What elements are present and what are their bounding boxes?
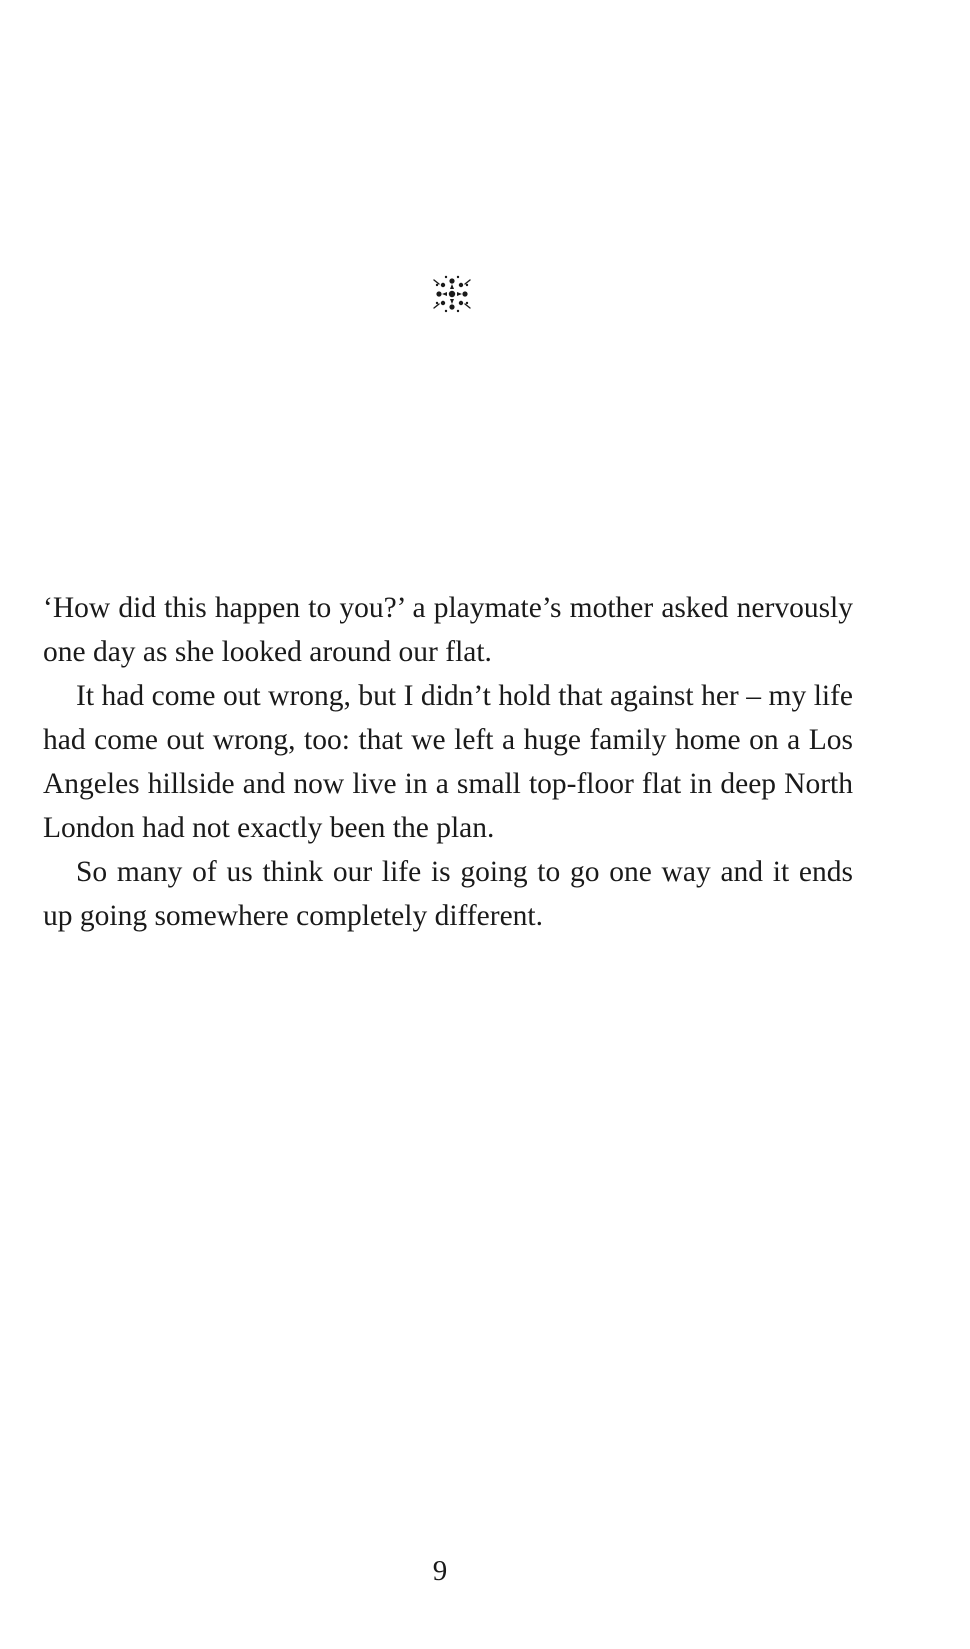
paragraph-1: ‘How did this happen to you?’ a playmate’s mother asked nervously one day as she looked around our flat. [43, 592, 853, 668]
page-number: 9 [432, 1555, 448, 1587]
paragraph-3: So many of us think our life is going to go one way and it ends up going somewhere completely different. [43, 856, 853, 932]
paragraph-2: It had come out wrong, but I didn’t hold that against her – my life had come out wrong, too: that we left a huge family home on a Los Angeles hillside and now live in a small top-floor flat in deep North London had not exactly been the plan. [43, 680, 853, 844]
floral-asterism-icon [429, 271, 475, 317]
body-text [43, 586, 853, 938]
